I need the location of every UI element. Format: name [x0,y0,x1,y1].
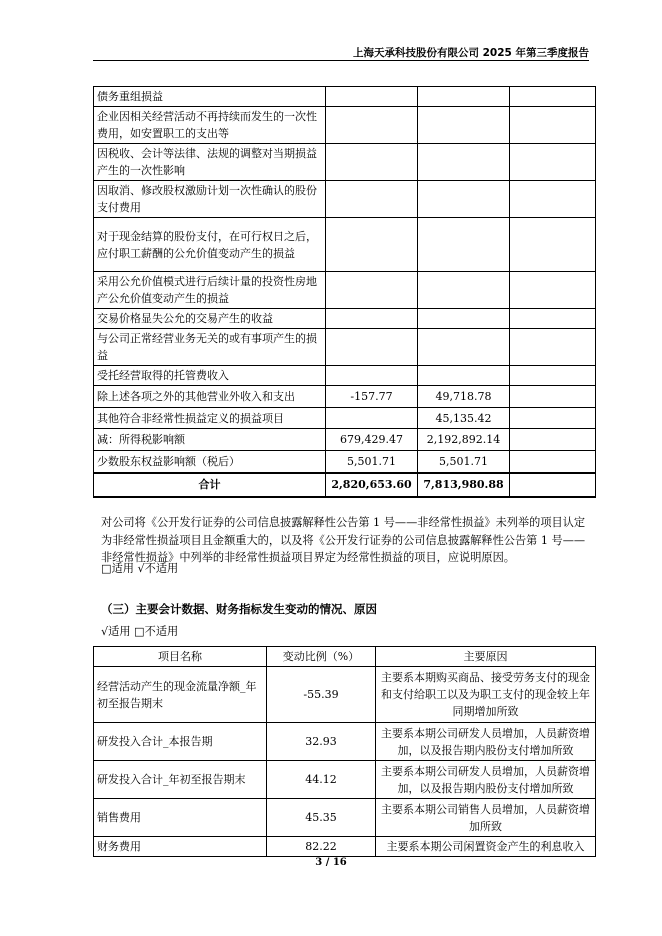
table-row [94,408,596,429]
row-value [418,366,510,386]
row-value: 5,501.71 [326,451,418,473]
row-value [418,107,510,144]
row-value [510,181,596,218]
row-value [326,87,418,107]
row-value [510,329,596,366]
table-row [94,218,596,272]
change-ratio: 82.22 [267,837,376,857]
total-value [510,473,596,497]
item-name: 经营活动产生的现金流量净额_年初至报告期末 [94,667,267,723]
header-item-name: 项目名称 [94,647,267,667]
table-row [94,799,596,837]
non-recurring-gains-table [93,86,596,498]
table-row [94,107,596,144]
item-name: 销售费用 [94,799,267,837]
row-label: 少数股东权益影响额（税后） [94,451,326,473]
item-name: 研发投入合计_年初至报告期末 [94,761,267,799]
total-label: 合计 [94,473,326,497]
header-divider [93,60,589,61]
row-value: 49,718.78 [418,386,510,408]
row-value [510,144,596,181]
page-header: 上海天承科技股份有限公司 2025 年第三季度报告 [352,47,589,59]
row-value [418,329,510,366]
row-label: 其他符合非经常性损益定义的损益项目 [94,408,326,429]
note-paragraph: 对公司将《公开发行证券的公司信息披露解释性公告第 1 号——非经常性损益》未列举的项目认定为非经常性损益项目且金额重大的，以及将《公开发行证券的公司信息披露解释性公告第 1 号——非经常性损益》中列举的非经常性损益项目界定为经常性损益的项目，应说明原因。 [101,516,586,564]
row-value [418,272,510,309]
row-value [418,309,510,329]
change-ratio: -55.39 [267,667,376,723]
change-ratio: 32.93 [267,723,376,761]
row-label: 与公司正常经营业务无关的或有事项产生的损益 [94,329,326,366]
change-reasons-table [93,646,596,857]
header-main-reason: 主要原因 [376,647,596,667]
row-value [326,408,418,429]
table-row [94,761,596,799]
row-value [326,218,418,272]
row-value [418,87,510,107]
row-value [510,408,596,429]
row-label: 因税收、会计等法律、法规的调整对当期损益产生的一次性影响 [94,144,326,181]
row-value [326,181,418,218]
item-name: 研发投入合计_本报告期 [94,723,267,761]
row-value [326,107,418,144]
change-ratio: 44.12 [267,761,376,799]
header-change-ratio: 变动比例（%） [267,647,376,667]
row-value [510,218,596,272]
row-label: 受托经营取得的托管费收入 [94,366,326,386]
row-value [418,144,510,181]
table-row [94,667,596,723]
row-value [510,107,596,144]
table-row [94,329,596,366]
total-value: 7,813,980.88 [418,473,510,497]
row-label: 交易价格显失公允的交易产生的收益 [94,309,326,329]
page-number: 3 / 16 [315,857,347,868]
row-value [510,386,596,408]
row-label: 企业因相关经营活动不再持续而发生的一次性费用，如安置职工的支出等 [94,107,326,144]
row-value: 679,429.47 [326,429,418,451]
table-row [94,309,596,329]
item-name: 财务费用 [94,837,267,857]
section-title: （三）主要会计数据、财务指标发生变动的情况、原因 [101,602,377,616]
main-reason: 主要系本期购买商品、接受劳务支付的现金和支付给职工以及为职工支付的现金较上年同期增加所致 [376,667,596,723]
main-reason: 主要系本期公司研发人员增加，人员薪资增加，以及报告期内股份支付增加所致 [376,761,596,799]
row-value [418,181,510,218]
row-value: 2,192,892.14 [418,429,510,451]
change-ratio: 45.35 [267,799,376,837]
row-value [510,309,596,329]
table-row [94,451,596,473]
row-label: 减：所得税影响额 [94,429,326,451]
row-label: 对于现金结算的股份支付，在可行权日之后，应付职工薪酬的公允价值变动产生的损益 [94,218,326,272]
table-header-row [94,647,596,667]
table-row [94,87,596,107]
row-value [326,272,418,309]
row-value [510,451,596,473]
row-value: -157.77 [326,386,418,408]
row-value [510,366,596,386]
main-reason: 主要系本期公司研发人员增加，人员薪资增加，以及报告期内股份支付增加所致 [376,723,596,761]
row-value [510,272,596,309]
row-value [418,218,510,272]
total-row [94,473,596,497]
table-row [94,272,596,309]
table-row [94,386,596,408]
table-row [94,181,596,218]
row-label: 采用公允价值模式进行后续计量的投资性房地产公允价值变动产生的损益 [94,272,326,309]
main-reason: 主要系本期公司销售人员增加，人员薪资增加所致 [376,799,596,837]
applicability-options: □适用 √不适用 [101,562,179,575]
row-value [510,429,596,451]
row-value [326,144,418,181]
table-row [94,723,596,761]
main-reason: 主要系本期公司闲置资金产生的利息收入 [376,837,596,857]
table-row [94,429,596,451]
row-value [326,366,418,386]
table-row [94,837,596,857]
row-value: 5,501.71 [418,451,510,473]
row-label: 除上述各项之外的其他营业外收入和支出 [94,386,326,408]
row-value [326,329,418,366]
table-row [94,366,596,386]
total-value: 2,820,653.60 [326,473,418,497]
table-row [94,144,596,181]
section-applicability-options: √适用 □不适用 [101,625,179,638]
row-value [510,87,596,107]
row-label: 因取消、修改股权激励计划一次性确认的股份支付费用 [94,181,326,218]
row-label: 债务重组损益 [94,87,326,107]
row-value: 45,135.42 [418,408,510,429]
row-value [326,309,418,329]
